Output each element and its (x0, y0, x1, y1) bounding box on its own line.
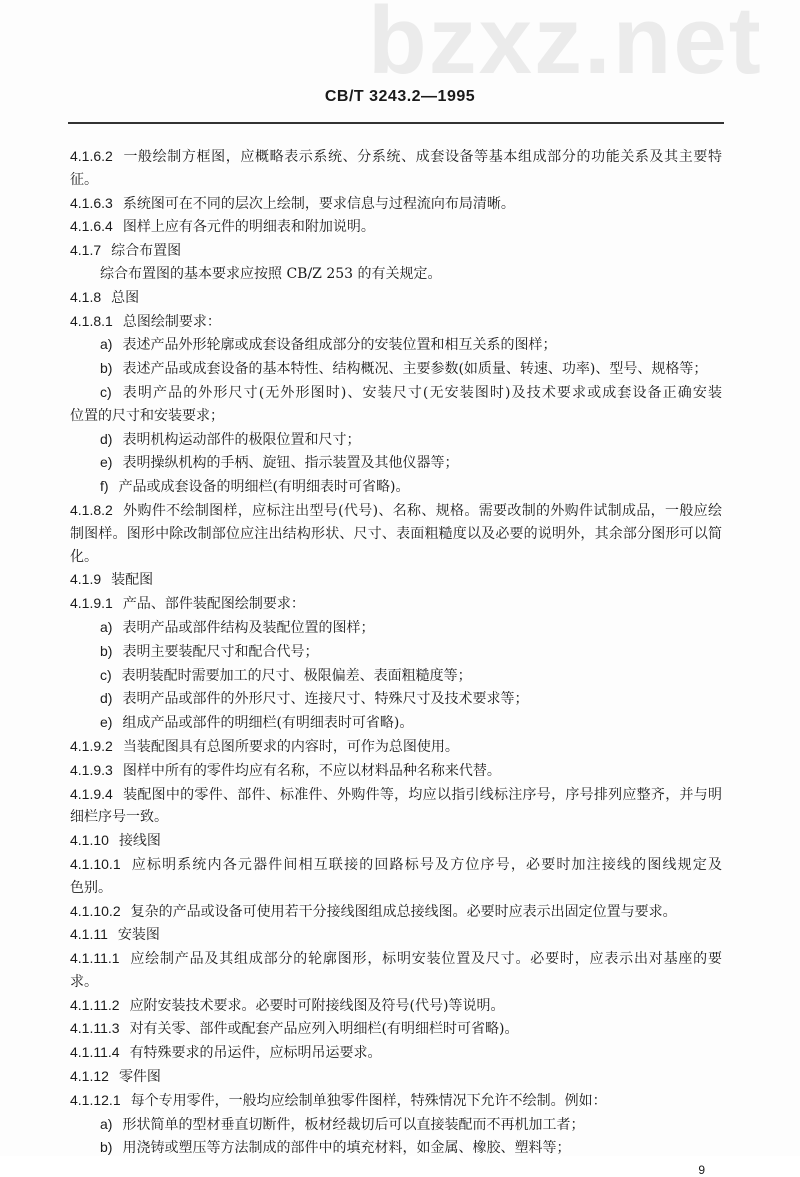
clause-line (70, 239, 722, 263)
clause-number: 4.1.11.1 (70, 950, 120, 967)
clause-number: 4.1.11.3 (70, 1020, 120, 1037)
clause-line (70, 900, 722, 924)
clause-text: 制图样。图形中除改制部位应注出结构形状、尺寸、表面粗糙度以及必要的说明外，其余部分图形可以简 (70, 525, 722, 542)
clause-text: 表明产品的外形尺寸(无外形图时)、安装尺寸(无安装图时)及技术要求或成套设备正确安装 (121, 384, 722, 401)
clause-text: 安装图 (117, 927, 160, 944)
clause-text: 综合布置图的基本要求应按照 CB/Z 253 的有关规定。 (100, 265, 442, 282)
clause-number: 4.1.8 (70, 288, 102, 305)
continuation-line (70, 263, 722, 286)
clause-line (70, 357, 722, 381)
clause-line (70, 1041, 722, 1065)
clause-text: 形状简单的型材垂直切断件，板材经裁切后可以直接装配而不再机加工者； (122, 1116, 585, 1133)
clause-number: 4.1.6.4 (70, 218, 113, 235)
clause-line (70, 192, 722, 216)
clause-text: 装配图 (111, 572, 154, 589)
document-body (70, 145, 722, 1177)
clause-number: d) (100, 690, 113, 707)
clause-line (70, 1089, 722, 1113)
clause-line (70, 215, 722, 239)
clause-text: 对有关零、部件或配套产品应列入明细栏(有明细栏时可省略)。 (129, 1021, 519, 1038)
clause-line (70, 475, 722, 499)
clause-text: 表明产品或部件的外形尺寸、连接尺寸、特殊尺寸及技术要求等； (122, 691, 529, 708)
clause-line (70, 1136, 722, 1160)
continuation-line (70, 971, 722, 994)
clause-text: 用浇铸或塑压等方法制成的部件中的填充材料，如金属、橡胶、塑料等； (122, 1140, 571, 1157)
continuation-line (70, 877, 722, 900)
clause-line (70, 310, 722, 334)
clause-text: 表明装配时需要加工的尺寸、极限偏差、表面粗糙度等； (121, 667, 472, 684)
watermark: bzxz.net (368, 0, 763, 94)
continuation-line (70, 169, 722, 192)
header-rule (68, 122, 724, 124)
clause-text: 综合布置图 (111, 243, 182, 260)
clause-text: 细栏序号一致。 (70, 809, 168, 826)
clause-text: 接线图 (118, 833, 161, 850)
clause-number: 4.1.9.1 (70, 595, 113, 612)
clause-line (70, 947, 722, 971)
standard-code-header: CB/T 3243.2—1995 (324, 88, 476, 105)
clause-line (70, 783, 722, 807)
clause-text: 位置的尺寸和安装要求； (70, 407, 224, 424)
clause-number: 4.1.6.2 (70, 148, 113, 164)
clause-text: 表述产品或成套设备的基本特性、结构概况、主要参数(如质量、转速、功率)、型号、规格等； (122, 361, 708, 378)
clause-text: 有特殊要求的吊运件，应标明吊运要求。 (129, 1045, 382, 1062)
clause-line (70, 853, 722, 877)
clause-line (70, 592, 722, 616)
continuation-line (70, 806, 722, 829)
clause-text: 应标明系统内各元器件间相互联接的回路标号及方位序号，必要时加注接线的图线规定及 (130, 856, 722, 873)
clause-text: 图样上应有各元件的明细表和附加说明。 (122, 219, 375, 236)
clause-number: 4.1.11.2 (70, 996, 120, 1013)
page-number: 9 (698, 1163, 705, 1177)
clause-line (70, 145, 722, 169)
clause-line (70, 687, 722, 711)
clause-text: 一般绘制方框图，应概略表示系统、分系统、成套设备等基本组成部分的功能关系及其主要特 (122, 149, 722, 165)
clause-number: d) (100, 430, 113, 447)
clause-number: 4.1.12.1 (70, 1091, 121, 1108)
clause-line (70, 428, 722, 452)
clause-text: 表明机构运动部件的极限位置和尺寸； (122, 431, 361, 448)
clause-line (70, 640, 722, 664)
clause-line (70, 381, 722, 405)
clause-text: 应绘制产品及其组成部分的轮廓图形，标明安装位置及尺寸。必要时，应表示出对基座的要 (129, 951, 722, 968)
clause-line (70, 616, 722, 640)
clause-text: 表明主要装配尺寸和配合代号； (122, 643, 319, 660)
clause-line (70, 711, 722, 735)
clause-text: 图样中所有的零件均应有名称，不应以材料品种名称来代替。 (122, 762, 501, 779)
clause-text: 产品或成套设备的明细栏(有明细表时可省略)。 (118, 479, 410, 496)
clause-text: 征。 (70, 171, 98, 188)
clause-line (70, 1017, 722, 1041)
clause-number: a) (100, 618, 113, 635)
clause-text: 零件图 (118, 1069, 161, 1086)
clause-number: c) (100, 383, 112, 400)
clause-number: b) (100, 642, 113, 659)
clause-line (70, 664, 722, 688)
clause-lines (70, 145, 722, 1160)
clause-number: b) (100, 1139, 113, 1156)
clause-line (70, 829, 722, 853)
clause-number: 4.1.9.2 (70, 737, 113, 754)
clause-text: 求。 (70, 973, 98, 990)
clause-text: 表明操纵机构的手柄、旋钮、指示装置及其他仪器等； (122, 455, 459, 472)
clause-text: 表明产品或部件结构及装配位置的图样； (122, 619, 375, 636)
clause-line (70, 286, 722, 310)
clause-line (70, 451, 722, 475)
clause-text: 产品、部件装配图绘制要求： (122, 596, 305, 613)
clause-line (70, 923, 722, 947)
clause-text: 系统图可在不同的层次上绘制，要求信息与过程流向布局清晰。 (122, 195, 515, 212)
clause-text: 总图绘制要求： (122, 313, 221, 330)
clause-line (70, 994, 722, 1018)
clause-line (70, 499, 722, 523)
clause-number: a) (100, 1115, 113, 1132)
clause-line (70, 1065, 722, 1089)
clause-number: 4.1.9.3 (70, 761, 113, 778)
clause-number: a) (100, 336, 113, 353)
clause-text: 每个专用零件，一般均应绘制单独零件图样，特殊情况下允许不绘制。例如： (130, 1092, 607, 1109)
clause-number: 4.1.7 (70, 242, 102, 259)
clause-text: 总图 (111, 289, 140, 306)
clause-number: 4.1.8.1 (70, 312, 113, 329)
clause-line (70, 735, 722, 759)
clause-text: 外购件不绘制图样，应标注出型号(代号)、名称、规格。需要改制的外购件试制成品，一般应绘 (122, 502, 722, 519)
clause-text: 应附安装技术要求。必要时可附接线图及符号(代号)等说明。 (129, 997, 505, 1014)
clause-text: 色别。 (70, 879, 112, 896)
clause-line (70, 333, 722, 357)
continuation-line (70, 546, 722, 569)
clause-text: 表述产品外形轮廓或成套设备组成部分的安装位置和相互关系的图样； (122, 337, 557, 354)
clause-number: 4.1.11.4 (70, 1044, 120, 1061)
continuation-line (70, 523, 722, 546)
clause-line (70, 568, 722, 592)
continuation-line (70, 405, 722, 428)
clause-number: 4.1.8.2 (70, 501, 113, 518)
clause-number: 4.1.9.4 (70, 785, 113, 802)
clause-line (70, 1113, 722, 1137)
clause-text: 复杂的产品或设备可使用若干分接线图组成总接线图。必要时应表示出固定位置与要求。 (130, 903, 677, 920)
clause-number: e) (100, 454, 113, 471)
clause-number: 4.1.6.3 (70, 194, 113, 211)
clause-number: 4.1.12 (70, 1068, 109, 1085)
clause-number: e) (100, 714, 113, 731)
page-number-row (70, 1162, 722, 1177)
clause-number: c) (100, 666, 112, 683)
clause-number: 4.1.10.1 (70, 855, 121, 872)
clause-text: 当装配图具有总图所要求的内容时，可作为总图使用。 (122, 738, 459, 755)
clause-text: 装配图中的零件、部件、标准件、外购件等，均应以指引线标注序号，序号排列应整齐，并与明 (122, 786, 722, 803)
clause-number: f) (100, 478, 109, 495)
clause-text: 组成产品或部件的明细栏(有明细表时可省略)。 (122, 715, 414, 732)
clause-number: 4.1.10.2 (70, 902, 121, 919)
clause-number: 4.1.10 (70, 832, 109, 849)
clause-line (70, 759, 722, 783)
clause-number: 4.1.11 (70, 926, 108, 943)
clause-text: 化。 (70, 548, 98, 565)
clause-number: b) (100, 360, 113, 377)
clause-number: 4.1.9 (70, 571, 102, 588)
